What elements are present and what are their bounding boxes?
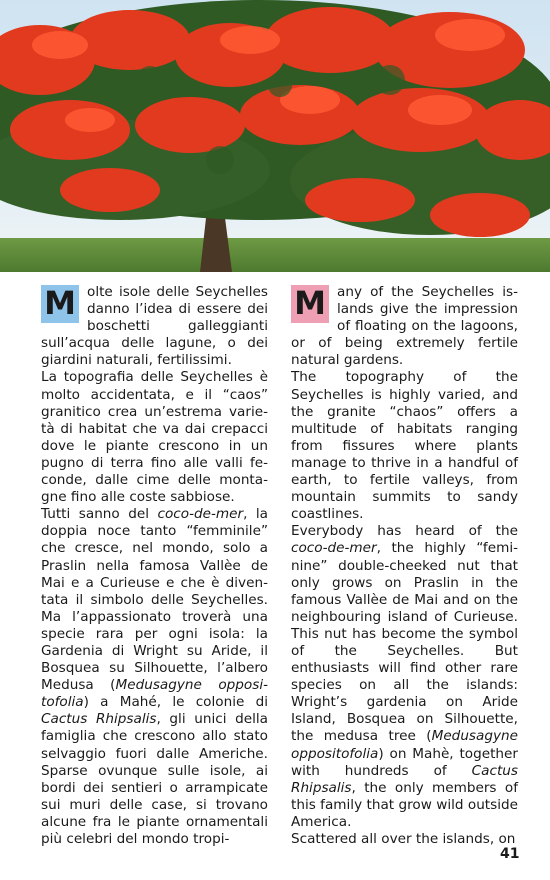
english-paragraph: Scattered all over the islands, on — [291, 831, 516, 847]
italian-paragraph: Tutti sanno del coco-de-mer, la doppia noce tanto “femminile” che cresce, nel mondo, solo a Praslin nella famosa Vallèe de Mai e a Curieuse e che è diventata il simbolo delle Seychelles. Ma l’appassionato troverà una specie rara per ogni isola: la Gardenia di Wright su Aride, il Bosquea su Silhouette, l’albero Medusa (Medusagyne oppositofolia) a Mahé, le colonie di Cactus Rhipsalis, gli unici della famiglia che crescono allo stato selvaggio fuori dalle Americhe. Sparse ovunque sulle isole, ai bordi dei sentieri o arrampicate sui muri delle case, si trovano alcune fra le piante ornamentali più celebri del mondo tropi- — [41, 506, 269, 847]
english-dropcap: M — [291, 285, 329, 323]
flamboyant-tree-photo — [0, 0, 550, 272]
english-paragraph: The topography of the Seychelles is highly varied, and the granite “chaos” offers a multitude of habitats ranging from fissures where plants manage to thrive in a handful of earth, to fertile valleys, from mountain summits to sandy coastlines. — [291, 369, 518, 523]
italian-paragraph: olte isole delle Seychelles danno l’idea di essere dei boschetti galleggianti sull’acqua delle lagune, o dei giardini naturali, fertilissimi. — [41, 284, 268, 369]
page-number: 41 — [500, 846, 520, 862]
italian-dropcap: M — [41, 285, 79, 323]
italian-text-column — [41, 284, 268, 848]
english-text-column — [291, 284, 518, 848]
italian-paragraph: La topografia delle Seychelles è molto accidentata, e il “caos” granitico crea un’estrema varietà di habitat che va dai crepacci dove le piante crescono in un pugno di terra fino alle valli feconde, dalle cime delle montagne fino alle coste sabbiose. — [41, 369, 268, 506]
english-paragraph: Everybody has heard of the coco-de-mer, the highly “feminine” double-cheeked nut that only grows on Praslin in the famous Vallèe de Mai and on the neighbouring island of Curieuse. This nut has become the symbol of the Seychelles. But enthusiasts will find other rare species on all the islands: Wright’s gardenia on Aride Island, Bosquea on Silhouette, the medusa tree (Medusagyne oppositofolia) on Mahè, together with hundreds of Cactus Rhipsalis, the only members of this family that grow wild outside America. — [291, 523, 518, 830]
english-paragraph: any of the Seychelles islands give the impression of floating on the lagoons, or of being extremely fertile natural gardens. — [291, 284, 518, 369]
